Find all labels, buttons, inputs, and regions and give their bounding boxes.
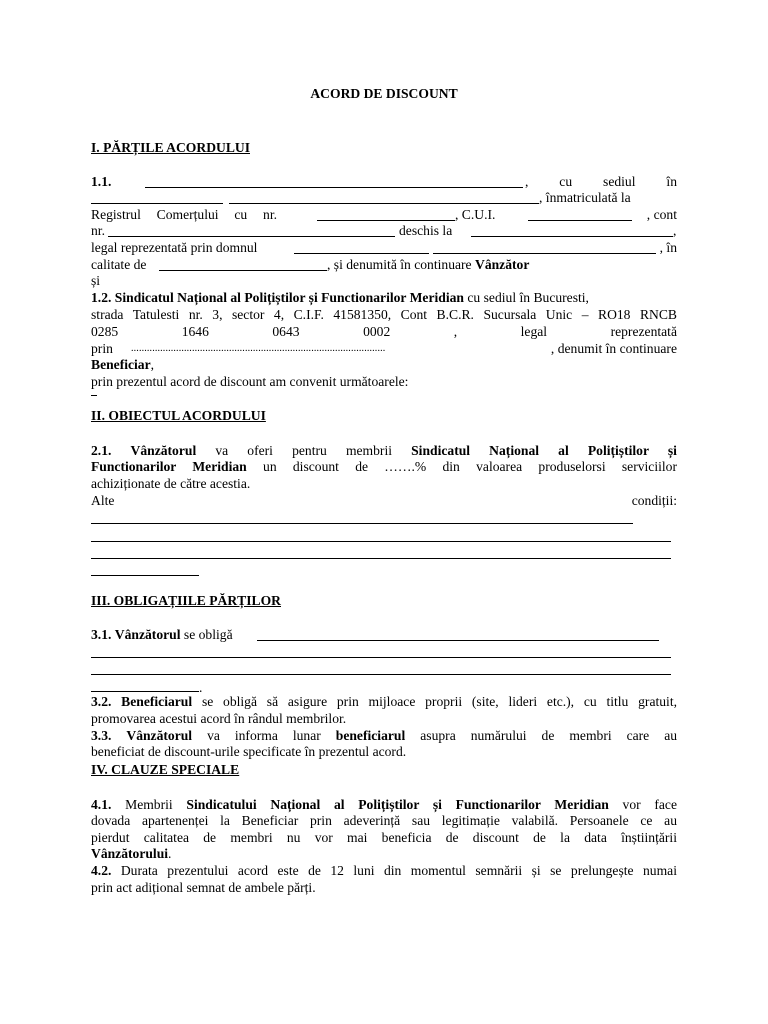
section-4-heading: IV. CLAUZE SPECIALE — [91, 762, 240, 777]
clause-3-3-line-2: beneficiat de discount-urile specificate în prezentul acord. — [91, 744, 407, 759]
clause-4-1-line-3: pierdut calitatea de membri nu vor mai beneficia de discount de la data înștiințării — [91, 830, 677, 845]
seller-obligations-field[interactable] — [257, 627, 659, 641]
document-page: ACORD DE DISCOUNT I. PĂRȚILE ACORDULUI 1.1. , cu sediul în , înmatriculată la Registrul Comerțului cu nr. , C.U.I. , cont nr. deschis la , legal reprezentată prin domnul , în calitate de , și denumită în continuare Vânzător și 1.2. Sindicatul Național al Polițiștilor și Functionarilor Meridian cu sediul în Bucuresti, strada Tatulesti nr. 3, sector 4, C.I.F. 41581350, Cont B.C.R. Sucursala Unic – RO18 RNCB 0285 1646 0643 0002 , legal reprezentată prin ................................................................................................ , denumit în continuare Beneficiar, prin prezentul acord de discount am convenit următoarele: II. OBIECTUL ACORDULUI 2.1. Vânzătorul va oferi pentru membrii Sindicatul Național al Polițiștilor și Functionarilor Meridian un discount de …….% din valoarea produselorsi serviciilor achiziționate de către acestia. Alte condiții: III. OBLIGAȚIILE PĂRȚILOR 3.1. Vânzătorul se obligă . 3.2. Beneficiarul se obligă să asigure prin mijloace proprii (site, lideri etc.), cu titlu gratuit, promovarea acestui acord în rândul membrilor. 3.3. Vânzătorul va informa lunar beneficiarul asupra numărului de membri care au beneficiat de discount-urile specificate în prezentul acord. IV. CLAUZE SPECIALE 4.1. Membrii Sindicatului Național al Polițiștilor și Functionarilor Meridian vor face dovada apartenenței la Beneficiar prin adeverință sau legitimație valabilă. Persoanele ce au pierdut calitatea de membri nu vor mai beneficia de discount de la data înștiințării Vânzătorului. 4.2. Durata prezentului acord este de 12 luni din momentul semnării și se prelungește numai prin act adițional semnat de ambele părți. — [0, 0, 768, 1024]
conditions-field-2[interactable] — [91, 541, 671, 542]
seller-obligations-field-3[interactable] — [91, 674, 671, 675]
document-title: ACORD DE DISCOUNT — [310, 86, 458, 101]
seller-address-field[interactable] — [229, 190, 539, 204]
clause-1-2-line-6: prin prezentul acord de discount am convenit următoarele: — [91, 374, 409, 389]
registry-number-field[interactable] — [317, 207, 455, 221]
clause-1-1-text: , în — [659, 240, 677, 255]
stray-underline — [91, 395, 97, 396]
conditions-field-3[interactable] — [91, 558, 671, 559]
clause-4-1-line-1: 4.1. Membrii Sindicatului Național al Polițiștilor și Functionarilor Meridian vor face — [91, 797, 677, 812]
clause-1-1-number: 1.1. — [91, 174, 112, 189]
representative-name-field[interactable] — [294, 240, 429, 254]
clause-4-1-line-4: Vânzătorului. — [91, 846, 172, 861]
clause-1-2-line-1 — [91, 290, 677, 307]
clause-2-1-line-1: 2.1. Vânzătorul va oferi pentru membrii Sindicatul Național al Polițiștilor și — [91, 443, 677, 458]
bank-name-field[interactable] — [471, 223, 673, 237]
clause-1-1-text: , cont — [646, 207, 677, 222]
clause-1-1-text: Registrul Comerțului cu nr. — [91, 207, 277, 222]
clause-1-1-text: , cu sediul în — [525, 174, 677, 189]
clause-1-1-text: , înmatriculată la — [539, 190, 631, 205]
seller-name-field[interactable] — [145, 174, 523, 188]
clause-1-1-text: , și denumită în continuare Vânzător — [327, 257, 530, 272]
clause-1-2-line-3: 0285 1646 0643 0002 , legal reprezentată — [91, 324, 677, 339]
section-2-heading: II. OBIECTUL ACORDULUI — [91, 408, 266, 423]
clause-1-2-line-5: Beneficiar, — [91, 357, 155, 372]
section-3-heading: III. OBLIGAȚIILE PĂRȚILOR — [91, 593, 281, 608]
clause-1-1-line-1 — [91, 174, 677, 191]
clause-3-3-line-1: 3.3. Vânzătorul va informa lunar beneficiarul asupra numărului de membri care au — [91, 728, 678, 743]
clause-1-1-text: , — [673, 223, 677, 238]
account-number-field[interactable] — [108, 223, 395, 237]
clause-1-2-line-2: strada Tatulesti nr. 3, sector 4, C.I.F. 41581350, Cont B.C.R. Sucursala Unic – RO18 RNCB — [91, 307, 677, 322]
seller-obligations-field-2[interactable] — [91, 657, 671, 658]
cui-field[interactable] — [528, 207, 632, 221]
clause-3-2-line-1: 3.2. Beneficiarul se obligă să asigure prin mijloace proprii (site, lideri etc.), cu titlu gratuit, — [91, 694, 678, 709]
seller-name-field-2[interactable] — [91, 190, 223, 204]
clause-2-1-line-3: achiziționate de către acestia. — [91, 476, 251, 491]
clause-3-2-line-2: promovarea acestui acord în rândul membrilor. — [91, 711, 347, 726]
conjunction-si: și — [91, 273, 101, 288]
clause-4-2-line-1: 4.2. Durata prezentului acord este de 12 luni din momentul semnării și se prelungește numai — [91, 863, 677, 878]
section-1-heading: I. PĂRȚILE ACORDULUI — [91, 140, 250, 155]
representative-name-field-2[interactable] — [433, 240, 656, 254]
clause-1-1-text: nr. — [91, 223, 105, 238]
clause-4-2-line-2: prin act adițional semnat de ambele părți. — [91, 880, 316, 895]
clause-4-1-line-2: dovada apartenenței la Beneficiar prin adeverință sau legitimație valabilă. Persoanele ce au — [91, 813, 677, 828]
conditions-field-4[interactable] — [91, 575, 199, 576]
beneficiary-name: Sindicatul Național al Polițiștilor și Functionarilor Meridian — [114, 290, 464, 305]
seller-obligations-line-4: . — [91, 678, 677, 697]
clause-1-2-text: cu sediul în Bucuresti, — [467, 290, 589, 305]
clause-1-2-number: 1.2. — [91, 290, 112, 305]
clause-2-1-line-2: Functionarilor Meridian un discount de …….% din valoarea produselorsi serviciilor — [91, 459, 677, 474]
seller-obligations-field-4[interactable] — [91, 678, 199, 692]
representative-role-field[interactable] — [159, 257, 327, 271]
clause-3-1-line-1: 3.1. Vânzătorul se obligă — [91, 627, 677, 644]
clause-1-1-text: legal reprezentată prin domnul — [91, 240, 258, 255]
clause-1-1-text: , C.U.I. — [455, 207, 496, 222]
beneficiary-representative-dots[interactable]: ................................................................................................ — [131, 343, 386, 354]
conditions-field-1[interactable] — [91, 523, 633, 524]
clause-1-1-text: deschis la — [399, 223, 453, 238]
clause-1-1-text: calitate de — [91, 257, 147, 272]
